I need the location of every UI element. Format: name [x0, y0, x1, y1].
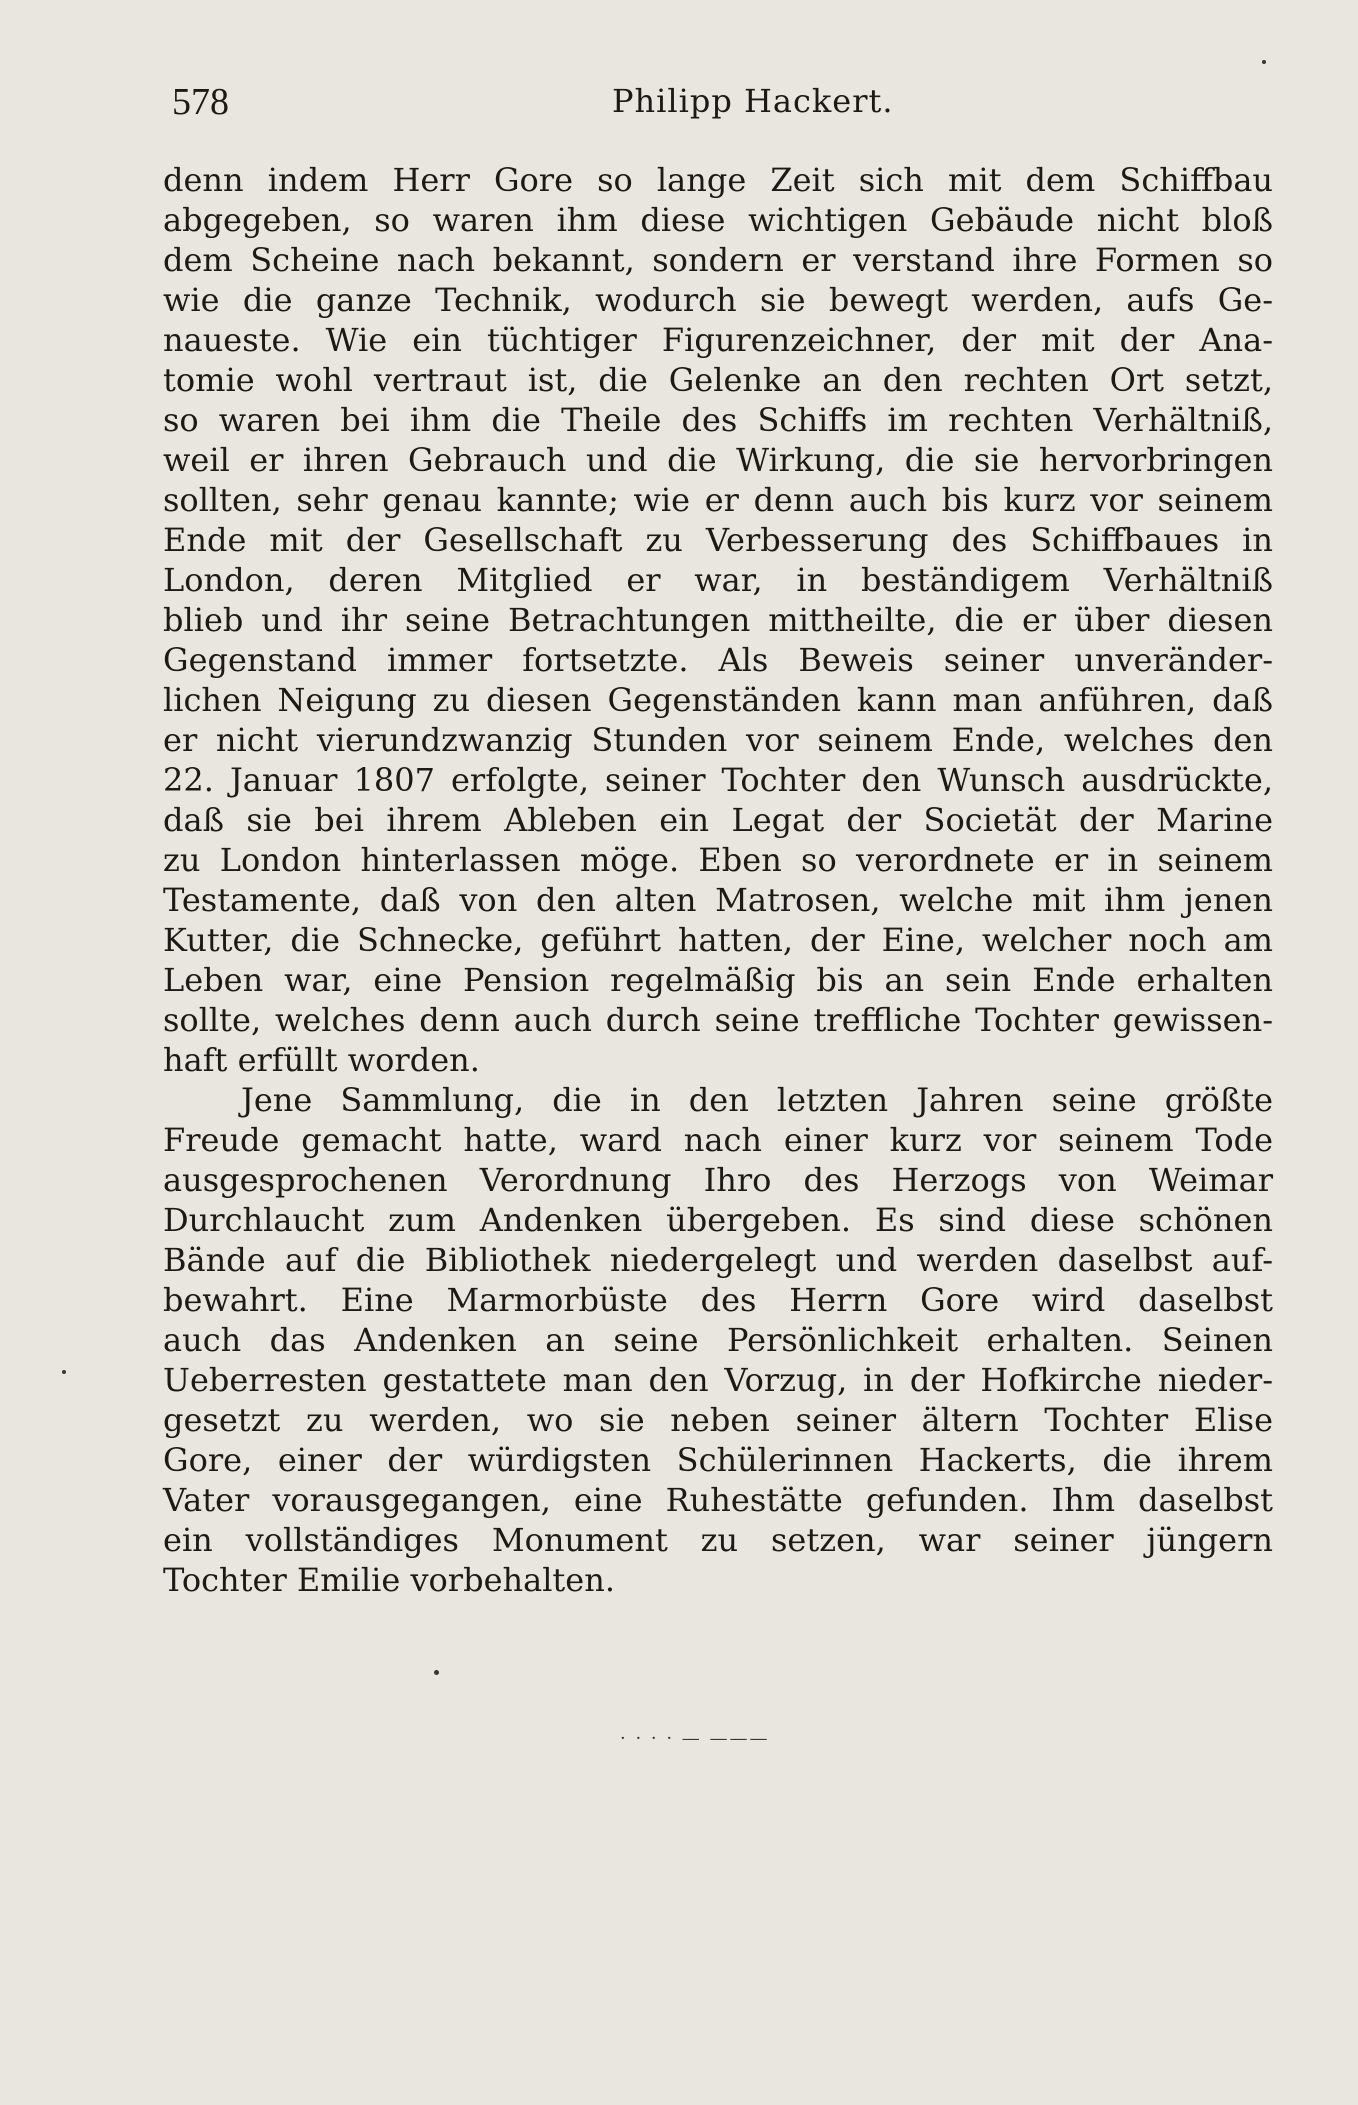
text-line: sollten, sehr genau kannte; wie er denn auch bis kurz vor seinem: [163, 481, 1273, 519]
text-line: abgegeben, so waren ihm diese wichtigen Gebäude nicht bloß: [163, 201, 1273, 239]
text-line: Durchlaucht zum Andenken übergeben. Es sind diese schönen: [163, 1201, 1273, 1239]
text-line: Gegenstand immer fortsetzte. Als Beweis seiner unveränder-: [163, 641, 1273, 679]
page-number: 578: [172, 81, 229, 123]
text-line: London, deren Mitglied er war, in beständigem Verhältniß: [163, 561, 1273, 599]
text-line: ausgesprochenen Verordnung Ihro des Herzogs von Weimar: [163, 1161, 1273, 1199]
running-title: Philipp Hackert.: [612, 82, 894, 120]
text-line: Testamente, daß von den alten Matrosen, welche mit ihm jenen: [163, 881, 1273, 919]
text-line: Gore, einer der würdigsten Schülerinnen Hackerts, die ihrem: [163, 1441, 1273, 1479]
text-line: Kutter, die Schnecke, geführt hatten, der Eine, welcher noch am: [163, 921, 1273, 959]
text-line: so waren bei ihm die Theile des Schiffs im rechten Verhältniß,: [163, 401, 1273, 439]
text-line: ein vollständiges Monument zu setzen, war seiner jüngern: [163, 1521, 1273, 1559]
text-line: gesetzt zu werden, wo sie neben seiner ältern Tochter Elise: [163, 1401, 1273, 1439]
ink-speck: [1262, 60, 1266, 64]
ink-speck: [62, 1370, 66, 1374]
text-line: Vater vorausgegangen, eine Ruhestätte gefunden. Ihm daselbst: [163, 1481, 1273, 1519]
end-rule: · · · · — ———: [620, 1728, 770, 1749]
paragraph-2: [163, 1080, 1273, 1600]
text-line: tomie wohl vertraut ist, die Gelenke an den rechten Ort setzt,: [163, 361, 1273, 399]
text-line: Jene Sammlung, die in den letzten Jahren seine größte: [241, 1081, 1273, 1119]
text-line: haft erfüllt worden.: [163, 1041, 480, 1079]
text-line: auch das Andenken an seine Persönlichkeit erhalten. Seinen: [163, 1321, 1273, 1359]
text-line: Freude gemacht hatte, ward nach einer kurz vor seinem Tode: [163, 1121, 1273, 1159]
body-text: [163, 160, 1273, 1600]
text-line: wie die ganze Technik, wodurch sie bewegt werden, aufs Ge-: [163, 281, 1273, 319]
text-line: Ende mit der Gesellschaft zu Verbesserung des Schiffbaues in: [163, 521, 1273, 559]
text-line: lichen Neigung zu diesen Gegenständen kann man anführen, daß: [163, 681, 1273, 719]
text-line: weil er ihren Gebrauch und die Wirkung, die sie hervorbringen: [163, 441, 1273, 479]
text-line: dem Scheine nach bekannt, sondern er verstand ihre Formen so: [163, 241, 1273, 279]
text-line: blieb und ihr seine Betrachtungen mittheilte, die er über diesen: [163, 601, 1273, 639]
text-line: 22. Januar 1807 erfolgte, seiner Tochter den Wunsch ausdrückte,: [163, 761, 1273, 799]
page-header: [172, 80, 1272, 130]
text-line: bewahrt. Eine Marmorbüste des Herrn Gore wird daselbst: [163, 1281, 1273, 1319]
text-line: Bände auf die Bibliothek niedergelegt und werden daselbst auf-: [163, 1241, 1273, 1279]
text-line: Leben war, eine Pension regelmäßig bis an sein Ende erhalten: [163, 961, 1273, 999]
text-line: zu London hinterlassen möge. Eben so verordnete er in seinem: [163, 841, 1273, 879]
text-line: Ueberresten gestattete man den Vorzug, in der Hofkirche nieder-: [163, 1361, 1273, 1399]
text-line: sollte, welches denn auch durch seine treffliche Tochter gewissen-: [163, 1001, 1273, 1039]
paragraph-1: [163, 160, 1273, 1080]
text-line: naueste. Wie ein tüchtiger Figurenzeichner, der mit der Ana-: [163, 321, 1273, 359]
text-line: Tochter Emilie vorbehalten.: [163, 1561, 615, 1599]
ink-speck: [434, 1670, 439, 1675]
text-line: er nicht vierundzwanzig Stunden vor seinem Ende, welches den: [163, 721, 1273, 759]
text-line: daß sie bei ihrem Ableben ein Legat der Societät der Marine: [163, 801, 1273, 839]
text-line: denn indem Herr Gore so lange Zeit sich mit dem Schiffbau: [163, 161, 1273, 199]
